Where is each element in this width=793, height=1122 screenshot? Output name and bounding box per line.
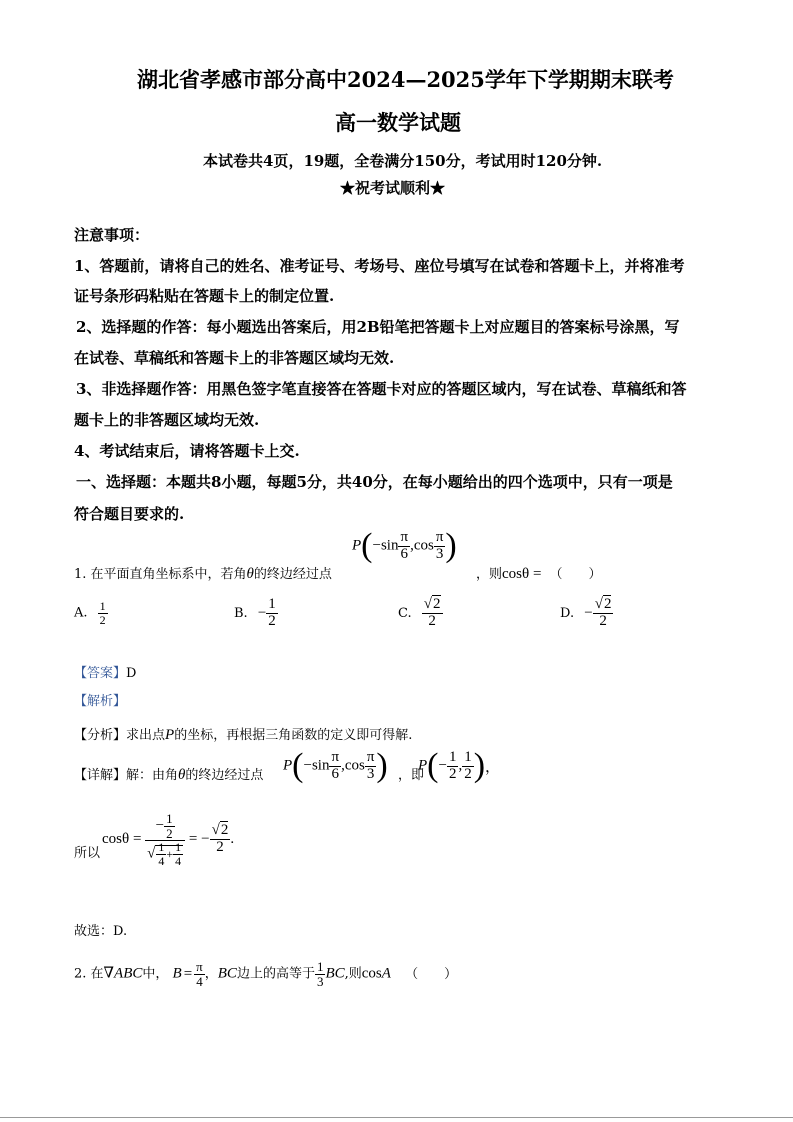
q1-stem-end: ，则cosθ = （ ） bbox=[476, 566, 602, 582]
guxuan: 故选：D. bbox=[74, 924, 128, 939]
detail-line: 【详解】解：由角θ的终边经过点 bbox=[74, 767, 264, 783]
section1-line2: 符合题目要求的. bbox=[74, 505, 185, 523]
q1-option-c: C. $\frac{√2}{2}$ bbox=[398, 596, 441, 629]
section1-line1: 一、选择题：本题共8小题，每题5分，共40分，在每小题给出的四个选项中，只有一项是 bbox=[76, 473, 673, 491]
exam-info: 本试卷共4页，19题，全卷满分150分，考试用时120分钟. bbox=[203, 152, 603, 170]
q1-stem: 1. 在平面直角坐标系中，若角θ的终边经过点 bbox=[74, 566, 332, 582]
cos-theta-formula: cosθ = − $\frac{1}{2}$ √ $\frac{1}{4}$ + $\frac{1}{4}$ = − $\frac{√2}{2}$ . bbox=[102, 811, 235, 868]
note-4: 4、考试结束后，请将答题卡上交. bbox=[74, 442, 300, 460]
note-3-line1: 3、非选择题作答：用黑色签字笔直接答在答题卡对应的答题区域内，写在试卷、草稿纸和答 bbox=[76, 380, 687, 398]
detail-point-2: P(− $\frac{1}{2}$ , $\frac{1}{2}$ )， bbox=[418, 747, 501, 784]
note-2-line2: 在试卷、草稿纸和答题卡上的非答题区域均无效. bbox=[74, 349, 395, 367]
q1-point-expression: P(−sin $\frac{\pi}{6}$ ,cos $\frac{\pi}{3}$ ) bbox=[352, 527, 457, 564]
q2-stem: 2. 在∇ABC中， B = $\frac{\pi}{4}$ ，BC边上的高等于 $\frac{1}{3}$ BC,则cosA （ ） bbox=[74, 959, 458, 989]
q1-option-b: B. − $\frac{1}{2}$ bbox=[234, 596, 276, 629]
q1-option-a: A. $\frac{1}{2}$ bbox=[74, 599, 106, 627]
detail-point-1: P(−sin $\frac{\pi}{6}$ ,cos $\frac{\pi}{3}$ ) bbox=[283, 747, 388, 784]
suoyi-label: 所以 bbox=[74, 846, 101, 861]
q1-option-d: D. − $\frac{√2}{2}$ bbox=[560, 596, 612, 629]
note-1-line2: 证号条形码粘贴在答题卡上的制定位置. bbox=[74, 287, 335, 305]
exam-subtitle: 高一数学试题 bbox=[335, 110, 461, 135]
detail-ji: ，即 bbox=[398, 768, 425, 783]
note-2-line1: 2、选择题的作答：每小题选出答案后，用2B铅笔把答题卡上对应题目的答案标号涂黑，写 bbox=[76, 318, 680, 336]
analysis-summary: 【分析】求出点P的坐标，再根据三角函数的定义即可得解. bbox=[74, 727, 413, 743]
notes-heading: 注意事项： bbox=[74, 226, 150, 244]
exam-title: 湖北省孝感市部分高中2024—2025学年下学期期末联考 bbox=[137, 67, 674, 92]
exam-wish: ★祝考试顺利★ bbox=[340, 179, 446, 197]
page-bottom-divider bbox=[0, 1117, 793, 1118]
analysis-tag: 【解析】 bbox=[74, 694, 127, 709]
note-3-line2: 题卡上的非答题区域均无效. bbox=[74, 411, 260, 429]
note-1-line1: 1、答题前，请将自己的姓名、准考证号、考场号、座位号填写在试卷和答题卡上，并将准考 bbox=[74, 257, 685, 275]
answer-line: 【答案】D bbox=[74, 666, 137, 681]
